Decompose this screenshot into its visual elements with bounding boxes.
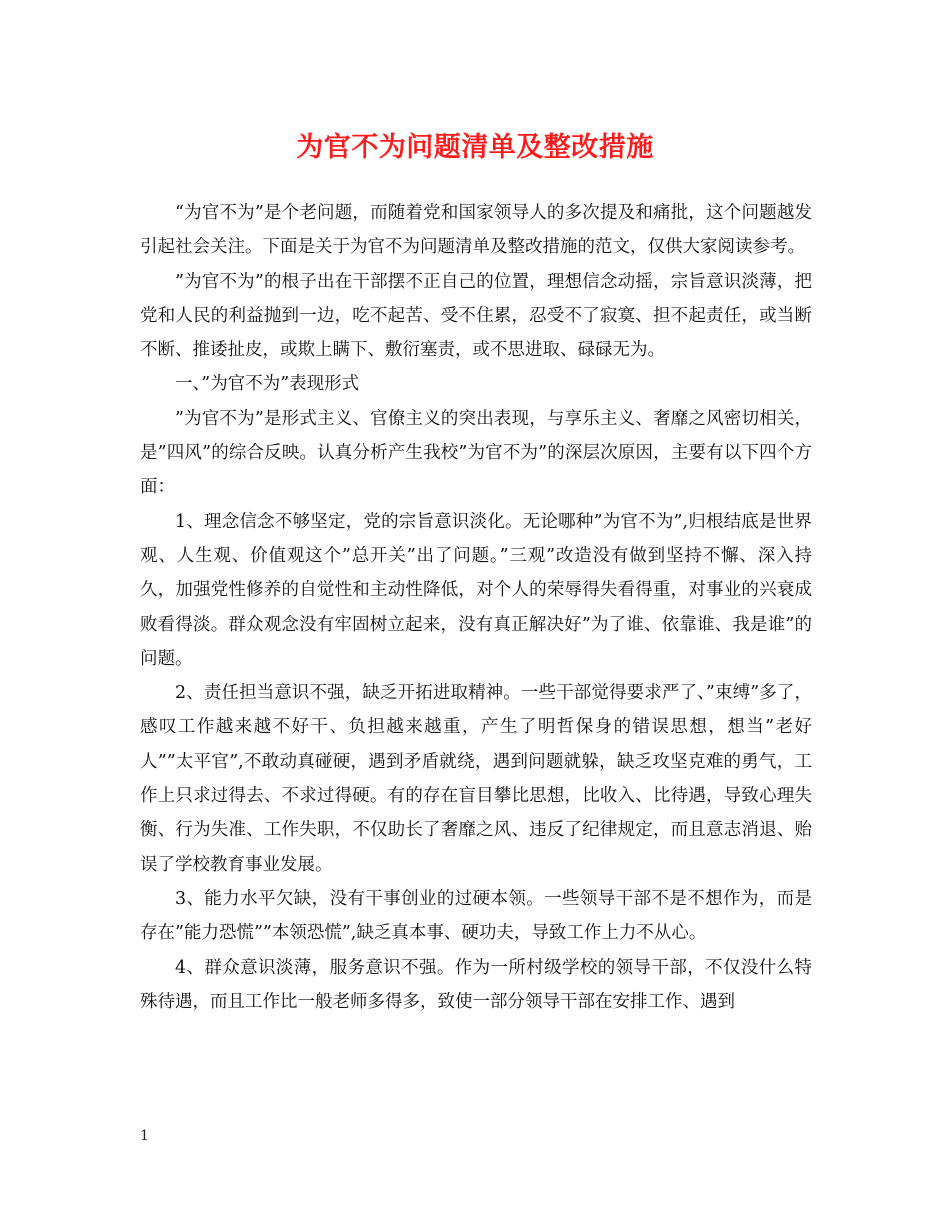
paragraph-item-2: 2、责任担当意识不强，缺乏开拓进取精神。一些干部觉得要求严了、”束缚”多了，感叹工作越来越不好干、负担越来越重，产生了明哲保身的错误思想，想当”老好人””太平官”,不敢动真碰硬，遇到矛盾就绕，遇到问题就躲，缺乏攻坚克难的勇气，工作上只求过得去、不求过得硬。有的存在盲目攀比思想，比收入、比待遇，导致心理失衡、行为失准、工作失职，不仅助长了奢靡之风、违反了纪律规定，而且意志消退、贻误了学校教育事业发展。 <box>140 683 812 875</box>
paragraph-item-1: 1、理念信念不够坚定，党的宗旨意识淡化。无论哪种”为官不为”,归根结底是世界观、人生观、价值观这个”总开关”出了问题。”三观”改造没有做到坚持不懈、深入持久，加强党性修养的自觉性和主动性降低，对个人的荣辱得失看得重，对事业的兴衰成败看得淡。群众观念没有牢固树立起来，没有真正解决好”为了谁、依靠谁、我是谁”的问题。 <box>140 511 812 669</box>
page-number: 1 <box>140 1128 149 1144</box>
paragraph-forms: ”为官不为”是形式主义、官僚主义的突出表现，与享乐主义、奢靡之风密切相关，是”四风”的综合反映。认真分析产生我校”为官不为”的深层次原因，主要有以下四个方面： <box>140 408 812 498</box>
paragraph-item-4: 4、群众意识淡薄，服务意识不强。作为一所村级学校的领导干部，不仅没什么特殊待遇，而且工作比一般老师多得多，致使一部分领导干部在安排工作、遇到 <box>140 957 812 1012</box>
paragraph-root-cause: ”为官不为”的根子出在干部摆不正自己的位置，理想信念动摇，宗旨意识淡薄，把党和人民的利益抛到一边，吃不起苦、受不住累，忍受不了寂寞、担不起责任，或当断不断、推诿扯皮，或欺上瞒下、敷衍塞责，或不思进取、碌碌无为。 <box>140 271 812 361</box>
paragraph-intro: “为官不为”是个老问题，而随着党和国家领导人的多次提及和痛批，这个问题越发引起社会关注。下面是关于为官不为问题清单及整改措施的范文，仅供大家阅读参考。 <box>140 203 812 258</box>
section-heading-forms: 一、”为官不为”表现形式 <box>175 374 360 395</box>
document-title: 为官不为问题清单及整改措施 <box>296 132 654 163</box>
document-body <box>140 196 812 1019</box>
paragraph-item-3: 3、能力水平欠缺，没有干事创业的过硬本领。一些领导干部不是不想作为，而是存在”能力恐慌””本领恐慌”,缺乏真本事、硬功夫，导致工作上力不从心。 <box>140 888 812 944</box>
